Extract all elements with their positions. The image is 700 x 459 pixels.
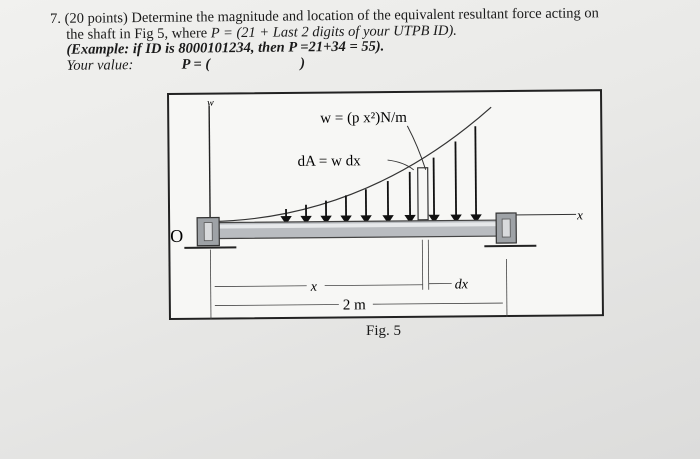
length-label: 2 m (342, 297, 366, 314)
load-arrow (434, 158, 435, 218)
load-function-label: w = (p x²)N/m (320, 109, 408, 127)
load-arrow (455, 141, 456, 217)
problem-number: 7. (49, 10, 62, 27)
w-axis-label: w (207, 97, 214, 109)
problem-line-2-text: the shaft in Fig 5, where (66, 24, 211, 43)
beam-diagram (165, 88, 607, 322)
right-bearing-insert (502, 219, 510, 237)
dx-label: dx (454, 277, 468, 293)
x-axis-label: x (577, 207, 583, 223)
dim-extension-right (506, 259, 507, 317)
problem-points: (20 points) (64, 10, 128, 27)
figure-5 (165, 88, 607, 322)
p-open: P = ( (181, 55, 211, 73)
your-value-label: Your value: (66, 56, 134, 74)
left-bearing-insert (204, 223, 212, 241)
p-blank (210, 67, 300, 68)
problem-statement (50, 6, 671, 74)
p-close: ) (300, 54, 306, 71)
x-dimension-label: x (310, 279, 317, 295)
example-text: (Example: if ID is 8000101234, then P =21+34 = 55). (66, 38, 385, 58)
problem-line-1-text: Determine the magnitude and location of the equivalent resultant force acting on (131, 5, 599, 27)
load-arrow (475, 126, 476, 217)
p-definition: P = (21 + Last 2 digits of your UTPB ID). (210, 22, 457, 41)
figure-caption: Fig. 5 (366, 323, 402, 339)
area-element-label: dA = w dx (297, 153, 361, 170)
origin-label: O (170, 225, 184, 246)
